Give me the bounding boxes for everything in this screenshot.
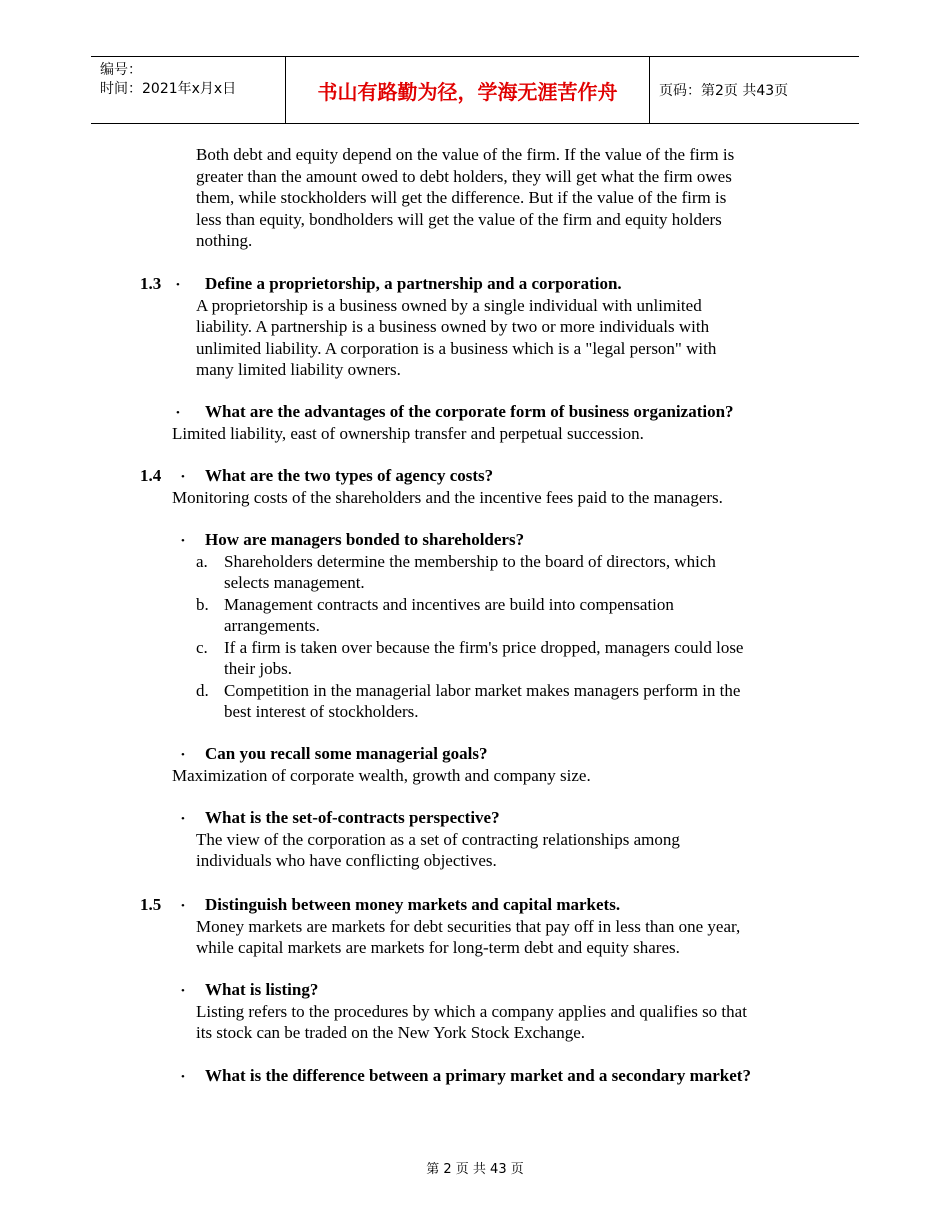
question: What is the set-of-contracts perspective? [205,808,500,827]
bullet-icon: • [176,279,180,291]
list-item-line: selects management. [224,573,365,592]
question: What is the difference between a primary market and a secondary market? [205,1066,751,1085]
question: What are the two types of agency costs? [205,466,494,485]
intro-line: less than equity, bondholders will get the value of the firm and equity holders [196,209,722,229]
bullet-icon: • [181,749,185,761]
bullet-icon: • [181,535,185,547]
list-item-line: Management contracts and incentives are build into compensation [224,594,674,614]
question: What are the advantages of the corporate form of business organization? [205,402,734,421]
intro-line: nothing. [196,231,253,250]
answer-line: while capital markets are markets for long-term debt and equity shares. [196,938,680,957]
question: Can you recall some managerial goals? [205,744,488,763]
list-item-line: best interest of stockholders. [224,702,419,721]
answer-line: unlimited liability. A corporation is a business which is a "legal person" with [196,338,717,358]
question: Distinguish between money markets and capital markets. [205,895,621,914]
bullet-icon: • [181,1071,185,1083]
list-item-line: arrangements. [224,616,320,635]
list-item-line: their jobs. [224,659,292,678]
bullet-icon: • [181,900,185,912]
answer-line: Monitoring costs of the shareholders and the incentive fees paid to the managers. [172,487,723,507]
section-number: 1.4 [140,466,162,485]
header-meta [91,57,286,123]
question: Define a proprietorship, a partnership and a corporation. [205,274,622,293]
answer-line: Listing refers to the procedures by which a company applies and qualifies so that [196,1001,747,1021]
page-footer: 第 2 页 共 43 页 [426,1162,524,1177]
bullet-icon: • [181,985,185,997]
intro-line: Both debt and equity depend on the value of the firm. If the value of the firm is [196,145,735,164]
intro-line: greater than the amount owed to debt holders, they will get what the firm owes [196,166,732,186]
section-number: 1.3 [140,274,162,293]
answer-line: Money markets are markets for debt securities that pay off in less than one year, [196,916,741,936]
list-item-line: Competition in the managerial labor market makes managers perform in the [224,680,741,700]
code-label: 编号： [100,62,142,78]
intro-line: them, while stockholders will get the difference. But if the value of the firm is [196,188,727,207]
answer-line: Maximization of corporate wealth, growth and company size. [172,765,591,785]
answer-line: The view of the corporation as a set of contracting relationships among [196,829,680,849]
answer-line: Limited liability, east of ownership transfer and perpetual succession. [172,423,644,443]
answer-line: individuals who have conflicting objectives. [196,851,497,870]
list-label: b. [196,594,209,614]
bullet-icon: • [181,471,185,483]
question: What is listing? [205,980,319,999]
list-label: a. [196,551,208,571]
question: How are managers bonded to shareholders? [205,530,525,549]
list-item-line: Shareholders determine the membership to the board of directors, which [224,551,716,571]
bullet-icon: • [181,813,185,825]
section-number: 1.5 [140,895,162,914]
answer-line: its stock can be traded on the New York Stock Exchange. [196,1023,586,1042]
answer-line: many limited liability owners. [196,360,401,379]
page-header [91,56,859,124]
bullet-icon: • [176,407,180,419]
list-item-line: If a firm is taken over because the firm's price dropped, managers could lose [224,637,744,657]
header-page-info: 页码：第2页 共43页 [659,83,789,99]
list-label: d. [196,680,209,700]
answer-line: A proprietorship is a business owned by a single individual with unlimited [196,295,702,315]
time-label: 时间：2021年x月x日 [100,81,237,97]
list-label: c. [196,637,208,657]
answer-line: liability. A partnership is a business owned by two or more individuals with [196,317,710,336]
header-motto: 书山有路勤为径，学海无涯苦作舟 [286,57,650,123]
